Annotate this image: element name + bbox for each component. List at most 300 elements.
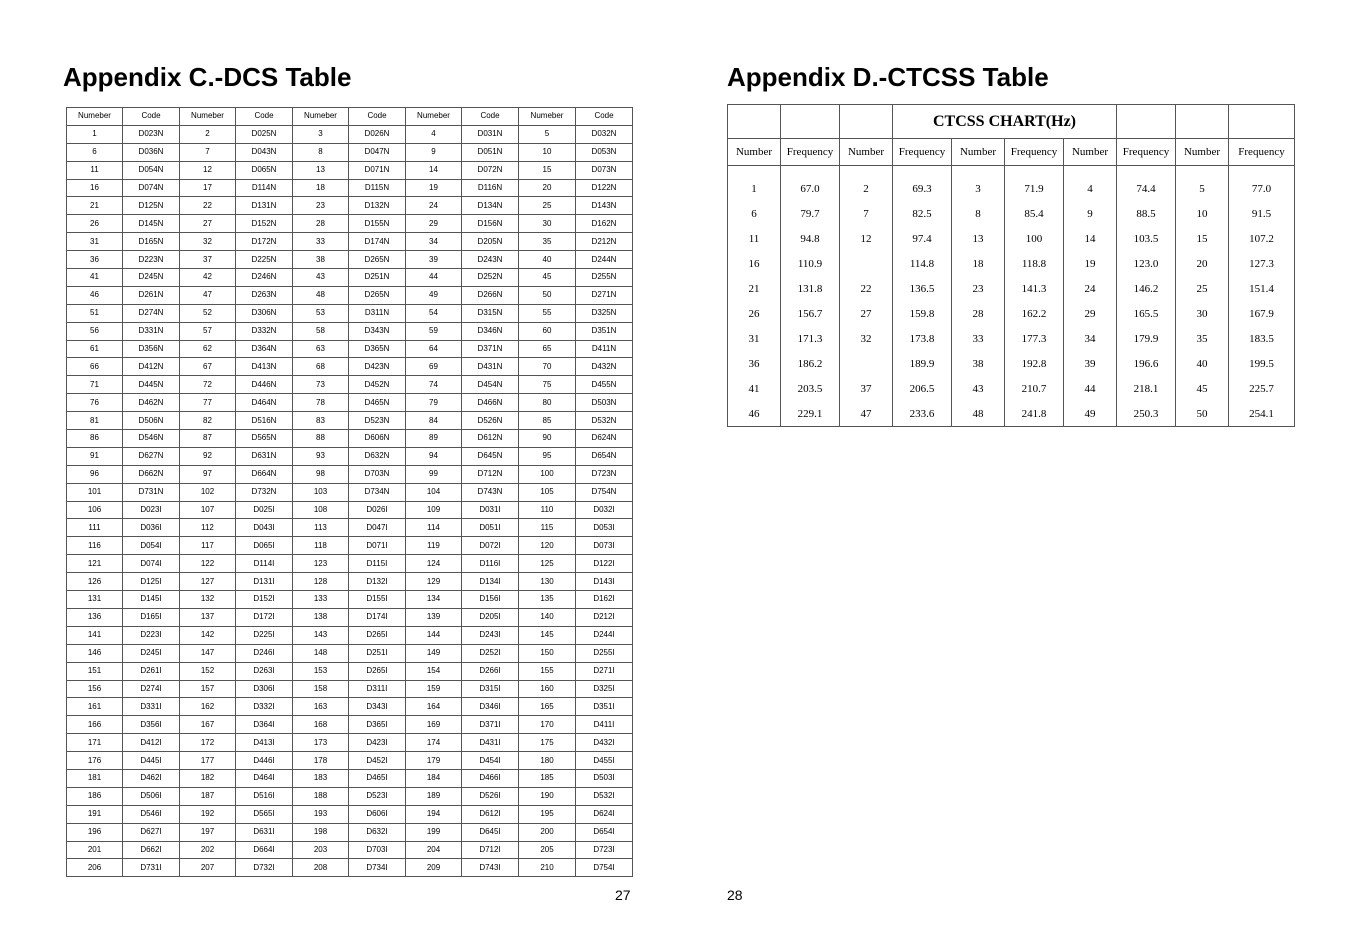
ctcss-number-cell: 7 (840, 201, 893, 226)
ctcss-frequency-cell: 136.5 (893, 276, 952, 301)
dcs-number-cell: 140 (519, 608, 576, 626)
dcs-number-cell: 171 (67, 734, 123, 752)
ctcss-number-cell: 8 (952, 201, 1005, 226)
dcs-code-cell: D662I (123, 841, 180, 859)
dcs-code-cell: D466N (462, 394, 519, 412)
dcs-table-row (67, 644, 633, 662)
dcs-number-cell: 156 (67, 680, 123, 698)
dcs-number-cell: 143 (293, 626, 349, 644)
dcs-number-cell: 175 (519, 734, 576, 752)
dcs-code-cell: D263N (236, 286, 293, 304)
dcs-code-cell: D071I (349, 537, 406, 555)
dcs-number-cell: 111 (67, 519, 123, 537)
dcs-code-cell: D546N (123, 430, 180, 448)
dcs-code-cell: D664N (236, 465, 293, 483)
ctcss-spacer-row (728, 166, 1295, 177)
dcs-number-cell: 43 (293, 269, 349, 287)
dcs-code-cell: D172N (236, 233, 293, 251)
dcs-table-row (67, 662, 633, 680)
ctcss-number-cell: 29 (1064, 301, 1117, 326)
dcs-number-cell: 206 (67, 859, 123, 877)
dcs-code-cell: D065N (236, 161, 293, 179)
dcs-code-cell: D464I (236, 769, 293, 787)
dcs-number-cell: 164 (406, 698, 462, 716)
ctcss-table-row (728, 376, 1295, 401)
dcs-number-cell: 95 (519, 447, 576, 465)
dcs-number-cell: 101 (67, 483, 123, 501)
ctcss-number-cell: 39 (1064, 351, 1117, 376)
dcs-code-cell: D627N (123, 447, 180, 465)
dcs-table-row (67, 501, 633, 519)
ctcss-frequency-cell: 100 (1005, 226, 1064, 251)
dcs-table-row (67, 859, 633, 877)
dcs-number-cell: 207 (180, 859, 236, 877)
dcs-number-cell: 178 (293, 752, 349, 770)
dcs-number-cell: 160 (519, 680, 576, 698)
dcs-code-cell: D271I (576, 662, 633, 680)
dcs-number-cell: 55 (519, 304, 576, 322)
ctcss-number-cell: 23 (952, 276, 1005, 301)
dcs-code-cell: D454I (462, 752, 519, 770)
page-number-right: 28 (727, 887, 743, 903)
dcs-number-cell: 205 (519, 841, 576, 859)
ctcss-table-row (728, 301, 1295, 326)
ctcss-frequency-cell: 210.7 (1005, 376, 1064, 401)
page-number-left: 27 (615, 887, 631, 903)
dcs-code-cell: D306N (236, 304, 293, 322)
dcs-number-cell: 57 (180, 322, 236, 340)
ctcss-frequency-cell: 71.9 (1005, 176, 1064, 201)
dcs-code-cell: D356N (123, 340, 180, 358)
dcs-code-cell: D071N (349, 161, 406, 179)
dcs-table-row (67, 555, 633, 573)
dcs-number-cell: 169 (406, 716, 462, 734)
dcs-code-cell: D244N (576, 251, 633, 269)
dcs-code-cell: D243N (462, 251, 519, 269)
dcs-code-cell: D134I (462, 573, 519, 591)
ctcss-frequency-cell: 241.8 (1005, 401, 1064, 427)
ctcss-frequency-cell: 250.3 (1117, 401, 1176, 427)
dcs-number-cell: 83 (293, 412, 349, 430)
dcs-number-cell: 6 (67, 143, 123, 161)
dcs-code-cell: D152N (236, 215, 293, 233)
dcs-table-row (67, 143, 633, 161)
dcs-number-cell: 34 (406, 233, 462, 251)
dcs-header-cell: Numeber (180, 108, 236, 126)
dcs-number-cell: 32 (180, 233, 236, 251)
ctcss-frequency-cell: 233.6 (893, 401, 952, 427)
dcs-number-cell: 136 (67, 608, 123, 626)
dcs-number-cell: 120 (519, 537, 576, 555)
dcs-number-cell: 31 (67, 233, 123, 251)
dcs-table-row (67, 573, 633, 591)
dcs-number-cell: 126 (67, 573, 123, 591)
ctcss-number-cell: 3 (952, 176, 1005, 201)
dcs-number-cell: 127 (180, 573, 236, 591)
ctcss-table-row (728, 401, 1295, 427)
dcs-number-cell: 149 (406, 644, 462, 662)
ctcss-table-row (728, 176, 1295, 201)
dcs-code-cell: D266N (462, 286, 519, 304)
dcs-number-cell: 112 (180, 519, 236, 537)
dcs-code-cell: D423N (349, 358, 406, 376)
ctcss-number-cell: 19 (1064, 251, 1117, 276)
dcs-number-cell: 128 (293, 573, 349, 591)
dcs-code-cell: D047N (349, 143, 406, 161)
dcs-number-cell: 198 (293, 823, 349, 841)
dcs-code-cell: D413I (236, 734, 293, 752)
ctcss-frequency-cell: 156.7 (781, 301, 840, 326)
dcs-code-cell: D364I (236, 716, 293, 734)
dcs-code-cell: D036N (123, 143, 180, 161)
dcs-code-cell: D343I (349, 698, 406, 716)
ctcss-frequency-cell: 91.5 (1229, 201, 1295, 226)
dcs-code-cell: D351I (576, 698, 633, 716)
ctcss-number-cell: 36 (728, 351, 781, 376)
dcs-code-cell: D156N (462, 215, 519, 233)
dcs-number-cell: 19 (406, 179, 462, 197)
dcs-number-cell: 204 (406, 841, 462, 859)
dcs-number-cell: 21 (67, 197, 123, 215)
dcs-number-cell: 152 (180, 662, 236, 680)
dcs-number-cell: 202 (180, 841, 236, 859)
ctcss-header-cell: Frequency (781, 139, 840, 166)
ctcss-frequency-cell: 183.5 (1229, 326, 1295, 351)
dcs-code-cell: D244I (576, 626, 633, 644)
dcs-number-cell: 16 (67, 179, 123, 197)
dcs-code-cell: D631N (236, 447, 293, 465)
ctcss-number-cell: 1 (728, 176, 781, 201)
dcs-code-cell: D072N (462, 161, 519, 179)
dcs-code-cell: D462N (123, 394, 180, 412)
ctcss-number-cell: 31 (728, 326, 781, 351)
dcs-code-cell: D411N (576, 340, 633, 358)
ctcss-number-cell: 44 (1064, 376, 1117, 401)
dcs-code-cell: D332N (236, 322, 293, 340)
dcs-code-cell: D225N (236, 251, 293, 269)
dcs-code-cell: D212I (576, 608, 633, 626)
dcs-code-cell: D245I (123, 644, 180, 662)
dcs-code-cell: D743I (462, 859, 519, 877)
ctcss-number-cell: 26 (728, 301, 781, 326)
dcs-number-cell: 73 (293, 376, 349, 394)
dcs-number-cell: 69 (406, 358, 462, 376)
dcs-code-cell: D506I (123, 787, 180, 805)
dcs-number-cell: 26 (67, 215, 123, 233)
dcs-code-cell: D274N (123, 304, 180, 322)
dcs-table-row (67, 179, 633, 197)
ctcss-header-cell: Frequency (1117, 139, 1176, 166)
dcs-table-row (67, 626, 633, 644)
dcs-number-cell: 37 (180, 251, 236, 269)
dcs-number-cell: 113 (293, 519, 349, 537)
dcs-number-cell: 201 (67, 841, 123, 859)
dcs-code-cell: D026N (349, 125, 406, 143)
dcs-number-cell: 47 (180, 286, 236, 304)
dcs-number-cell: 196 (67, 823, 123, 841)
dcs-code-cell: D156I (462, 591, 519, 609)
dcs-number-cell: 48 (293, 286, 349, 304)
ctcss-chart-title: CTCSS CHART(Hz) (893, 105, 1117, 139)
dcs-number-cell: 51 (67, 304, 123, 322)
dcs-number-cell: 5 (519, 125, 576, 143)
dcs-number-cell: 105 (519, 483, 576, 501)
dcs-code-cell: D371N (462, 340, 519, 358)
dcs-number-cell: 81 (67, 412, 123, 430)
dcs-number-cell: 199 (406, 823, 462, 841)
dcs-number-cell: 30 (519, 215, 576, 233)
dcs-code-cell: D073N (576, 161, 633, 179)
dcs-code-cell: D645N (462, 447, 519, 465)
dcs-number-cell: 50 (519, 286, 576, 304)
ctcss-frequency-cell: 196.6 (1117, 351, 1176, 376)
dcs-code-cell: D455N (576, 376, 633, 394)
dcs-code-cell: D331I (123, 698, 180, 716)
dcs-code-cell: D431I (462, 734, 519, 752)
dcs-number-cell: 17 (180, 179, 236, 197)
dcs-code-cell: D632I (349, 823, 406, 841)
dcs-number-cell: 28 (293, 215, 349, 233)
ctcss-number-cell: 14 (1064, 226, 1117, 251)
dcs-number-cell: 22 (180, 197, 236, 215)
ctcss-number-cell: 40 (1176, 351, 1229, 376)
dcs-code-cell: D506N (123, 412, 180, 430)
ctcss-frequency-cell: 186.2 (781, 351, 840, 376)
dcs-code-cell: D152I (236, 591, 293, 609)
ctcss-number-cell: 6 (728, 201, 781, 226)
dcs-code-cell: D261N (123, 286, 180, 304)
dcs-number-cell: 38 (293, 251, 349, 269)
dcs-number-cell: 58 (293, 322, 349, 340)
ctcss-number-cell: 28 (952, 301, 1005, 326)
dcs-code-cell: D122N (576, 179, 633, 197)
dcs-table-row (67, 197, 633, 215)
dcs-code-cell: D466I (462, 769, 519, 787)
dcs-number-cell: 194 (406, 805, 462, 823)
dcs-code-cell: D632N (349, 447, 406, 465)
dcs-number-cell: 80 (519, 394, 576, 412)
dcs-code-cell: D712N (462, 465, 519, 483)
dcs-code-cell: D351N (576, 322, 633, 340)
dcs-code-cell: D223I (123, 626, 180, 644)
dcs-code-cell: D051N (462, 143, 519, 161)
dcs-table-row (67, 465, 633, 483)
ctcss-table-row (728, 226, 1295, 251)
dcs-code-cell: D732N (236, 483, 293, 501)
dcs-code-cell: D452I (349, 752, 406, 770)
dcs-code-cell: D265N (349, 286, 406, 304)
dcs-table-row (67, 537, 633, 555)
dcs-number-cell: 9 (406, 143, 462, 161)
dcs-code-cell: D145N (123, 215, 180, 233)
dcs-code-cell: D532N (576, 412, 633, 430)
dcs-code-cell: D032I (576, 501, 633, 519)
ctcss-title-row (728, 105, 1295, 139)
dcs-number-cell: 139 (406, 608, 462, 626)
dcs-number-cell: 137 (180, 608, 236, 626)
dcs-table-row (67, 841, 633, 859)
dcs-code-cell: D411I (576, 716, 633, 734)
ctcss-frequency-cell: 79.7 (781, 201, 840, 226)
dcs-number-cell: 155 (519, 662, 576, 680)
dcs-code-cell: D047I (349, 519, 406, 537)
dcs-code-cell: D446N (236, 376, 293, 394)
dcs-number-cell: 157 (180, 680, 236, 698)
ctcss-frequency-cell: 177.3 (1005, 326, 1064, 351)
ctcss-number-cell: 30 (1176, 301, 1229, 326)
dcs-table-row (67, 233, 633, 251)
ctcss-frequency-cell: 118.8 (1005, 251, 1064, 276)
dcs-code-cell: D423I (349, 734, 406, 752)
dcs-table-row (67, 376, 633, 394)
dcs-number-cell: 119 (406, 537, 462, 555)
dcs-code-cell: D432N (576, 358, 633, 376)
dcs-number-cell: 52 (180, 304, 236, 322)
dcs-number-cell: 167 (180, 716, 236, 734)
ctcss-frequency-cell: 229.1 (781, 401, 840, 427)
dcs-code-cell: D252I (462, 644, 519, 662)
dcs-header-cell: Numeber (406, 108, 462, 126)
dcs-header-cell: Code (236, 108, 293, 126)
ctcss-number-cell: 37 (840, 376, 893, 401)
dcs-number-cell: 78 (293, 394, 349, 412)
dcs-table-row (67, 447, 633, 465)
dcs-number-cell: 193 (293, 805, 349, 823)
dcs-code-cell: D454N (462, 376, 519, 394)
dcs-number-cell: 150 (519, 644, 576, 662)
dcs-number-cell: 104 (406, 483, 462, 501)
ctcss-number-cell (840, 251, 893, 276)
dcs-number-cell: 1 (67, 125, 123, 143)
dcs-code-cell: D054I (123, 537, 180, 555)
dcs-code-cell: D245N (123, 269, 180, 287)
ctcss-header-cell: Number (952, 139, 1005, 166)
dcs-number-cell: 100 (519, 465, 576, 483)
dcs-table-row (67, 805, 633, 823)
ctcss-frequency-cell: 159.8 (893, 301, 952, 326)
dcs-number-cell: 189 (406, 787, 462, 805)
dcs-number-cell: 64 (406, 340, 462, 358)
dcs-code-cell: D255I (576, 644, 633, 662)
dcs-number-cell: 18 (293, 179, 349, 197)
dcs-code-cell: D606N (349, 430, 406, 448)
dcs-code-cell: D371I (462, 716, 519, 734)
dcs-number-cell: 188 (293, 787, 349, 805)
dcs-code-cell: D251N (349, 269, 406, 287)
dcs-code-cell: D023I (123, 501, 180, 519)
dcs-code-cell: D455I (576, 752, 633, 770)
dcs-code-cell: D072I (462, 537, 519, 555)
dcs-number-cell: 182 (180, 769, 236, 787)
ctcss-frequency-cell: 192.8 (1005, 351, 1064, 376)
dcs-number-cell: 24 (406, 197, 462, 215)
ctcss-frequency-cell: 171.3 (781, 326, 840, 351)
dcs-code-cell: D624I (576, 805, 633, 823)
dcs-code-cell: D172I (236, 608, 293, 626)
dcs-code-cell: D315N (462, 304, 519, 322)
dcs-code-cell: D155N (349, 215, 406, 233)
dcs-code-cell: D523N (349, 412, 406, 430)
dcs-table-row (67, 769, 633, 787)
dcs-table-row (67, 716, 633, 734)
dcs-header-cell: Numeber (519, 108, 576, 126)
ctcss-number-cell: 21 (728, 276, 781, 301)
dcs-number-cell: 134 (406, 591, 462, 609)
ctcss-number-cell: 50 (1176, 401, 1229, 427)
dcs-code-cell: D731I (123, 859, 180, 877)
dcs-number-cell: 36 (67, 251, 123, 269)
ctcss-number-cell: 34 (1064, 326, 1117, 351)
dcs-code-cell: D503I (576, 769, 633, 787)
dcs-code-cell: D645I (462, 823, 519, 841)
ctcss-number-cell: 32 (840, 326, 893, 351)
ctcss-frequency-cell: 94.8 (781, 226, 840, 251)
dcs-number-cell: 71 (67, 376, 123, 394)
dcs-code-cell: D065I (236, 537, 293, 555)
ctcss-frequency-cell: 74.4 (1117, 176, 1176, 201)
ctcss-number-cell: 16 (728, 251, 781, 276)
dcs-code-cell: D311N (349, 304, 406, 322)
ctcss-number-cell: 46 (728, 401, 781, 427)
dcs-number-cell: 133 (293, 591, 349, 609)
dcs-number-cell: 42 (180, 269, 236, 287)
dcs-code-cell: D174N (349, 233, 406, 251)
dcs-code-cell: D165I (123, 608, 180, 626)
dcs-code-cell: D446I (236, 752, 293, 770)
dcs-number-cell: 53 (293, 304, 349, 322)
dcs-number-cell: 45 (519, 269, 576, 287)
dcs-number-cell: 173 (293, 734, 349, 752)
dcs-code-cell: D664I (236, 841, 293, 859)
dcs-code-cell: D116N (462, 179, 519, 197)
dcs-number-cell: 125 (519, 555, 576, 573)
dcs-code-cell: D731N (123, 483, 180, 501)
dcs-number-cell: 75 (519, 376, 576, 394)
dcs-code-cell: D132I (349, 573, 406, 591)
dcs-table-row (67, 358, 633, 376)
dcs-code-cell: D165N (123, 233, 180, 251)
dcs-code-cell: D311I (349, 680, 406, 698)
dcs-code-cell: D465N (349, 394, 406, 412)
dcs-number-cell: 153 (293, 662, 349, 680)
dcs-code-cell: D565I (236, 805, 293, 823)
dcs-number-cell: 151 (67, 662, 123, 680)
dcs-number-cell: 162 (180, 698, 236, 716)
dcs-code-cell: D252N (462, 269, 519, 287)
dcs-number-cell: 203 (293, 841, 349, 859)
dcs-number-cell: 70 (519, 358, 576, 376)
dcs-number-cell: 180 (519, 752, 576, 770)
dcs-code-cell: D174I (349, 608, 406, 626)
dcs-code-cell: D116I (462, 555, 519, 573)
dcs-code-cell: D025I (236, 501, 293, 519)
dcs-number-cell: 197 (180, 823, 236, 841)
ctcss-number-cell: 2 (840, 176, 893, 201)
dcs-number-cell: 145 (519, 626, 576, 644)
ctcss-number-cell: 10 (1176, 201, 1229, 226)
ctcss-header-cell: Number (1176, 139, 1229, 166)
dcs-code-cell: D031N (462, 125, 519, 143)
dcs-number-cell: 93 (293, 447, 349, 465)
dcs-number-cell: 132 (180, 591, 236, 609)
dcs-number-cell: 79 (406, 394, 462, 412)
dcs-number-cell: 44 (406, 269, 462, 287)
ctcss-number-cell: 27 (840, 301, 893, 326)
dcs-code-cell: D624N (576, 430, 633, 448)
ctcss-frequency-cell: 206.5 (893, 376, 952, 401)
dcs-code-cell: D332I (236, 698, 293, 716)
ctcss-header-cell: Number (840, 139, 893, 166)
